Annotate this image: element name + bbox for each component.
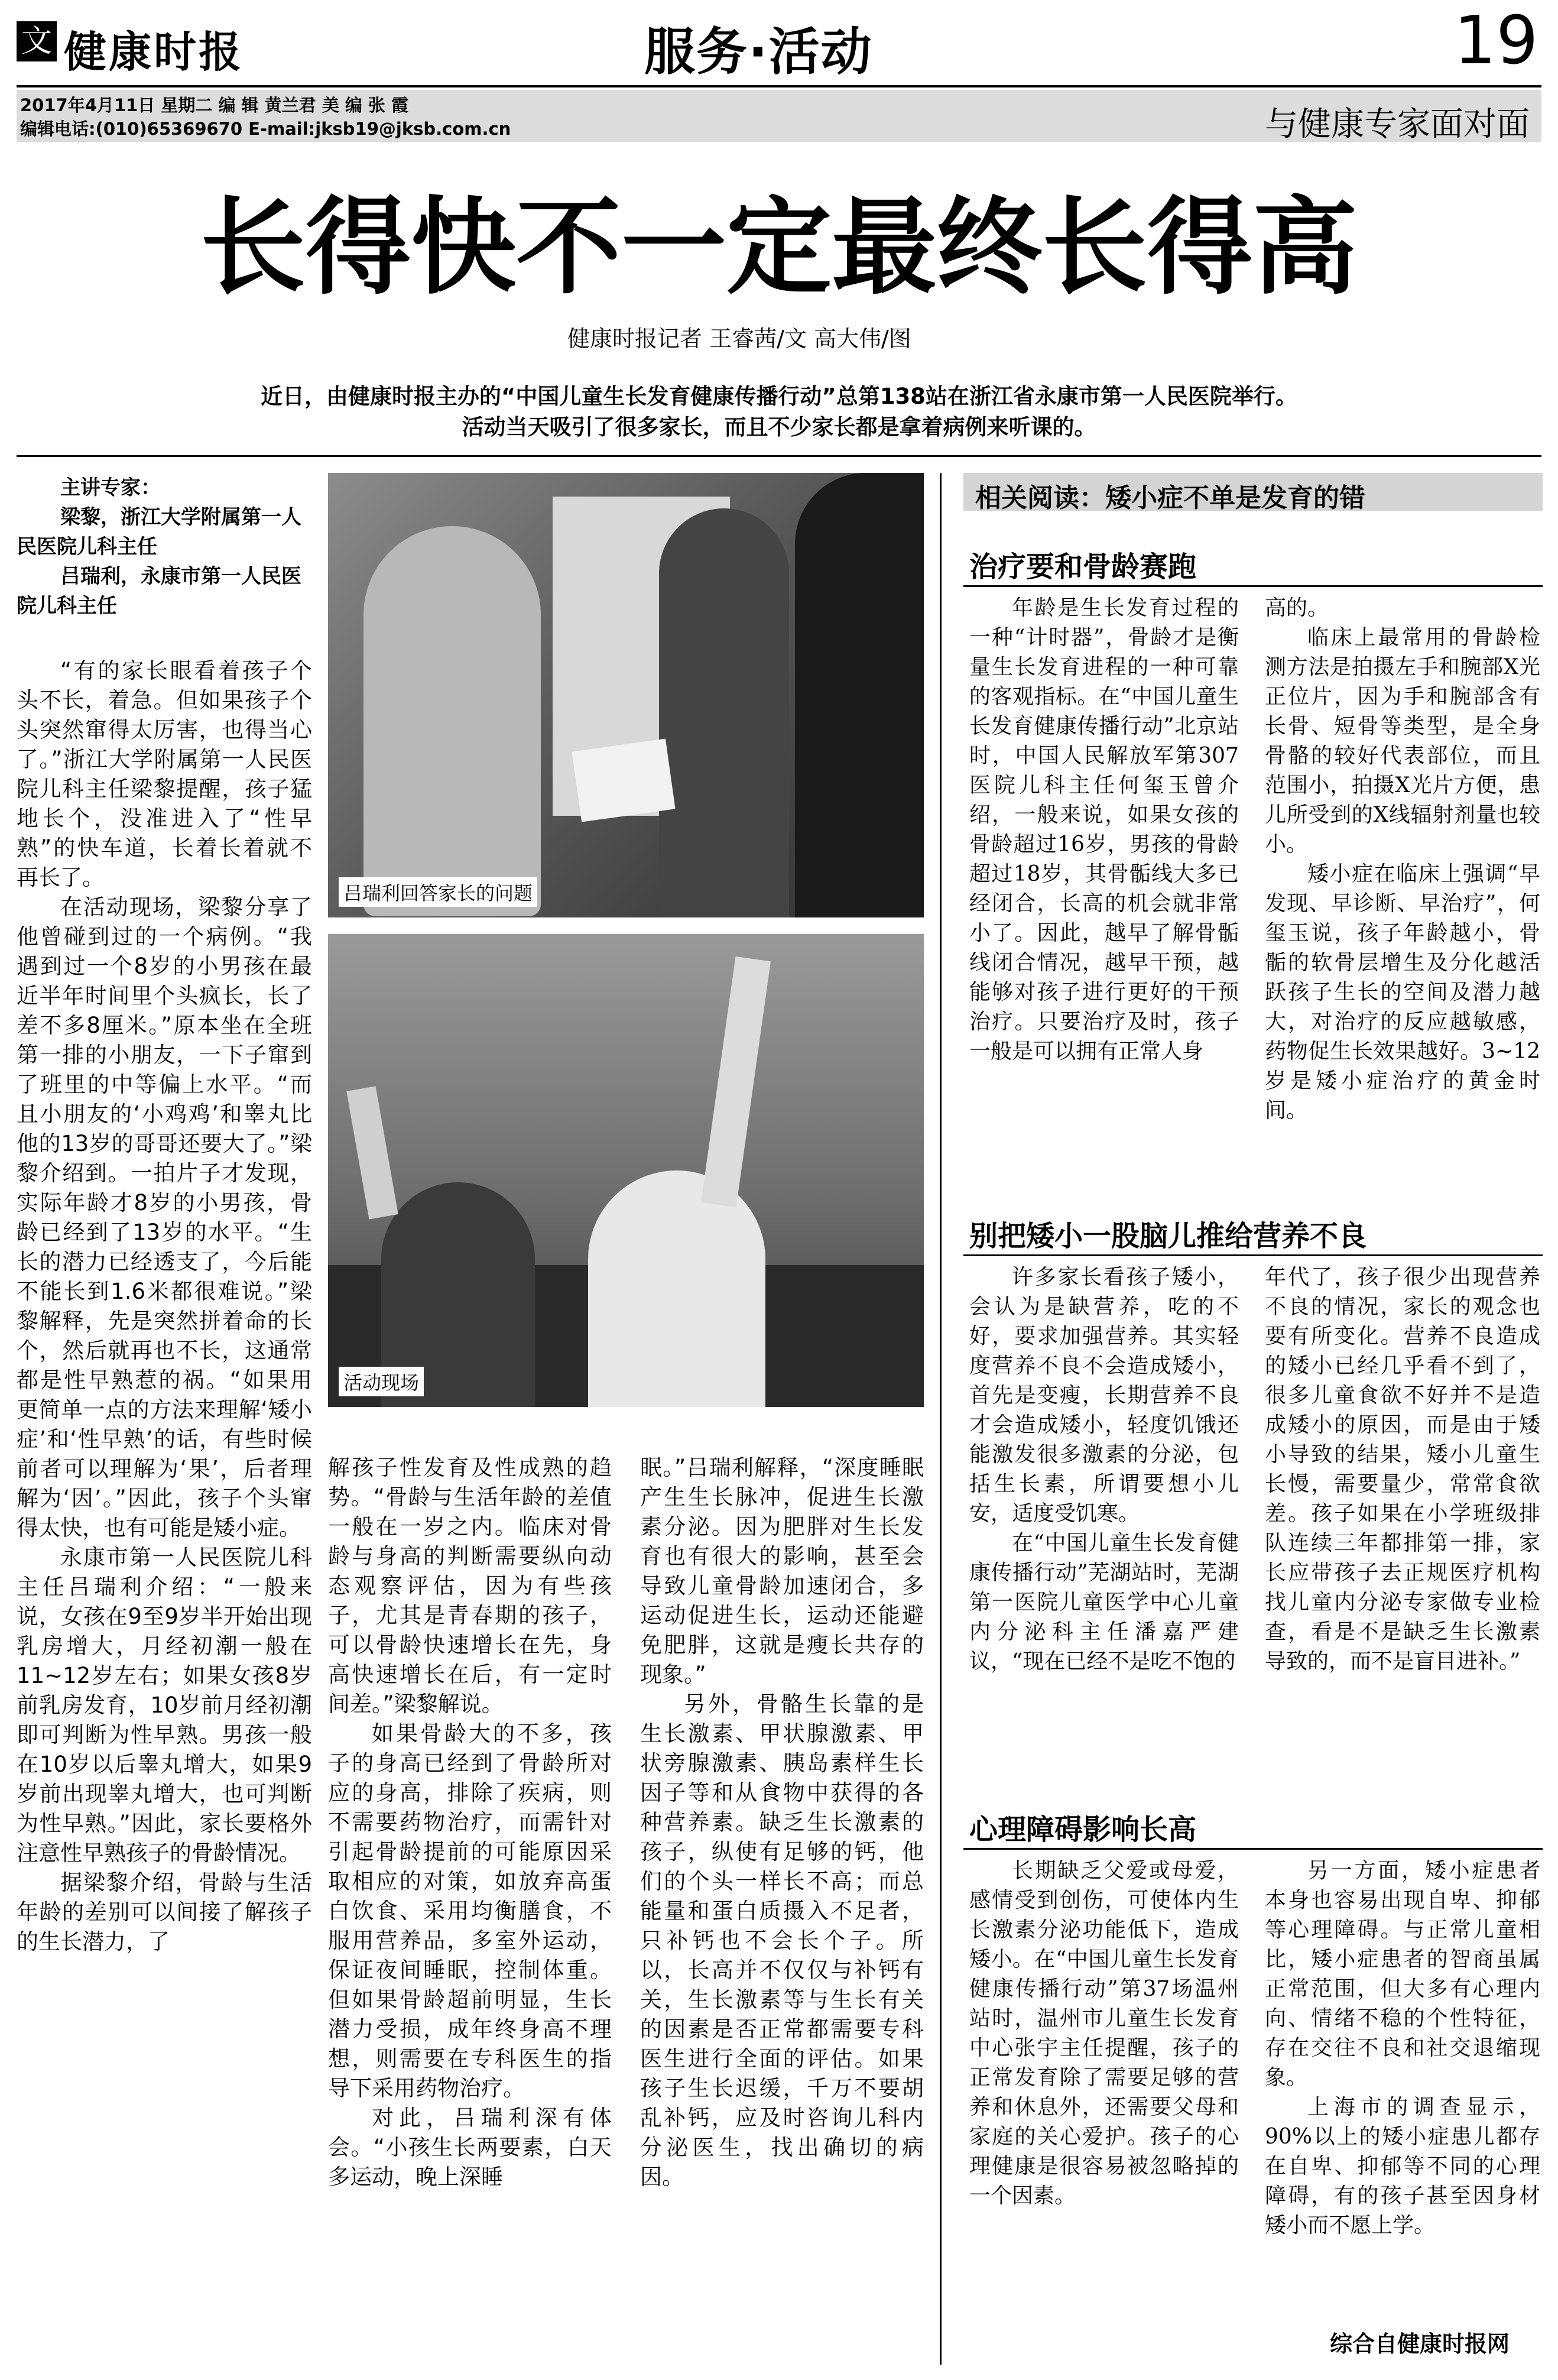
paragraph: 如果骨龄大的不多，孩子的身高已经到了骨龄所对应的身高，排除了疾病，则不需要药物治疗，而需针对引起骨龄提前的可能原因采取相应的对策，如放弃高蛋白饮食、采用均衡膳食，不服用营养品，多室外运动，保证夜间睡眠，控制体重。但如果骨龄超前明显，生长潜力受损，成年终身高不理想，则需要在专科医生的指导下采用药物治疗。 [328, 1721, 612, 2101]
raised-arm [701, 956, 771, 1207]
paper-sheet [572, 738, 675, 822]
section-rule [963, 1848, 1543, 1850]
experts-title: 主讲专家： [60, 476, 161, 500]
lead-line-1: 近日，由健康时报主办的“中国儿童生长发育健康传播行动”总第138站在浙江省永康市第一人民医院举行。 [261, 384, 1297, 409]
sidebar-column [969, 594, 1239, 1197]
photo-event-scene [328, 934, 924, 1407]
sidebar-column [1265, 1263, 1540, 1807]
raised-arm [346, 1086, 398, 1219]
sidebar-section-title: 别把矮小一股脑儿推给营养不良 [969, 1220, 1367, 1253]
sidebar-divider [940, 473, 942, 2365]
sidebar-column [969, 1856, 1239, 2353]
byline: 健康时报记者 王睿茜/文 高大伟/图 [567, 326, 911, 352]
headline: 长得快不一定最终长得高 [200, 185, 1358, 309]
sidebar-section-title: 治疗要和骨龄赛跑 [969, 550, 1197, 583]
paragraph: 上海市的调查显示，90%以上的矮小症患儿都存在自卑、抑郁等不同的心理障碍，有的孩子甚至因身材矮小而不愿上学。 [1265, 2095, 1540, 2238]
paragraph: 矮小症在临床上强调“早发现、早诊断、早治疗”，何玺玉说，孩子年龄越小，骨骺的软骨层增生及分化越活跃孩子生长的空间及潜力越大，对治疗的反应越敏感，药物促生长效果越好。3~12岁是矮小症治疗的黄金时间。 [1265, 862, 1540, 1123]
paragraph: 长期缺乏父爱或母爱，感情受到创伤，可使体内生长激素分泌功能低下，造成矮小。在“中国儿童生长发育健康传播行动”第37场温州站时，温州市儿童生长发育中心张宇主任提醒，孩子的正常发育除了需要足够的营养和休息外，还需要父母和家庭的关心爱护。孩子的心理健康是很容易被忽略掉的一个因素。 [969, 1859, 1239, 2208]
section-title: 服务·活动 [644, 22, 873, 82]
sidebar-title: 相关阅读：矮小症不单是发育的错 [975, 483, 1365, 513]
article-column-2 [328, 1453, 612, 2363]
column-name: 与健康专家面对面 [1265, 105, 1530, 144]
photo-caption: 吕瑞利回答家长的问题 [339, 877, 537, 907]
paragraph: 在活动现场，梁黎分享了他曾碰到过的一个病例。“我遇到过一个8岁的小男孩在最近半年时间里个头疯长，长了差不多8厘米。”原本坐在全班第一排的小朋友，一下子窜到了班里的中等偏上水平。“而且小朋友的‘小鸡鸡’和睾丸比他的13岁的哥哥还要大了。”梁黎介绍到。一拍片子才发现，实际年龄才8岁的小男孩，骨龄已经到了13岁的水平。“生长的潜力已经透支了，今后能不能长到1.6米都很难说。”梁黎解释，先是突然拼着命的长个，然后就再也不长，这通常都是性早熟惹的祸。“如果用更简单一点的方法来理解‘矮小症’和‘性早熟’的话，有些时候前者可以理解为‘果’，后者理解为‘因’。”因此，孩子个头窜得太快，也有可能是矮小症。 [17, 894, 312, 1541]
photo-caption: 活动现场 [339, 1367, 424, 1396]
section-rule [963, 585, 1543, 587]
paragraph: 另外，骨骼生长靠的是生长激素、甲状腺激素、甲状旁腺激素、胰岛素样生长因子等和从食物中获得的各种营养素。缺乏生长激素的孩子，纵使有足够的钙，他们的个头一样长不高；而总能量和蛋白质摄入不足者，只补钙也不会长个子。所以，长高并不仅仅与补钙有关，生长激素等与生长有关的因素是否正常都需要专科医生进行全面的评估。如果孩子生长迟缓，千万不要胡乱补钙，应及时咨询儿科内分泌医生，找出确切的病因。 [640, 1691, 924, 2190]
masthead-rule [17, 85, 1541, 87]
person-silhouette [659, 508, 789, 917]
sidebar-column [1265, 594, 1540, 1197]
logo-seal: 文 [17, 21, 57, 61]
sidebar-column [1265, 1856, 1540, 2317]
source-credit: 综合自健康时报网 [1330, 2331, 1510, 2357]
photo-doctor-answering [328, 473, 924, 917]
paragraph: 高的。 [1265, 596, 1329, 620]
experts-box [17, 473, 312, 621]
sidebar-column [969, 1263, 1239, 1807]
article-column-1 [17, 656, 312, 2359]
sidebar-section-title: 心理障碍影响长高 [969, 1813, 1197, 1846]
paragraph: 对此，吕瑞利深有体会。“小孩生长两要素，白天多运动，晚上深睡 [328, 2105, 612, 2190]
lead-rule [17, 455, 1541, 457]
lead-line-2: 活动当天吸引了很多家长，而且不少家长都是拿着病例来听课的。 [462, 414, 1096, 440]
paragraph: 另一方面，矮小症患者本身也容易出现自卑、抑郁等心理障碍。与正常儿童相比，矮小症患者的智商虽属正常范围，但大多有心理内向、情绪不稳的个性特征，存在交往不良和社交退缩现象。 [1265, 1859, 1540, 2090]
paragraph: “有的家长眼看着孩子个头不长，着急。但如果孩子个头突然窜得太厉害，也得当心了。”浙江大学附属第一人民医院儿科主任梁黎提醒，孩子猛地长个，没准进入了“性早熟”的快车道，长着长着就不再长了。 [17, 658, 312, 890]
date-line: 2017年4月11日 星期二 编 辑 黄兰君 美 编 张 霞 [20, 95, 409, 115]
expert-1: 梁黎，浙江大学附属第一人民医院儿科主任 [17, 505, 301, 559]
newspaper-name: 健康时报 [64, 27, 244, 77]
paragraph: 年龄是生长发育过程的一种“计时器”，骨龄才是衡量生长发育进程的一种可靠的客观指标。在“中国儿童生长发育健康传播行动”北京站时，中国人民解放军第307医院儿科主任何玺玉曾介绍，一般来说，如果女孩的骨龄超过16岁，男孩的骨龄超过18岁，其骨骺线大多已经闭合，长高的机会就非常小了。因此，越早了解骨骺线闭合情况，越早干预，越能够对孩子进行更好的干预治疗。只要治疗及时，孩子一般是可以拥有正常人身 [969, 596, 1239, 1063]
paragraph: 许多家长看孩子矮小，会认为是缺营养，吃的不好，要求加强营养。其实轻度营养不良不会造成矮小，首先是变瘦，长期营养不良才会造成矮小，轻度饥饿还能激发很多激素的分泌，包括生长素，所谓要想小儿安，适度受饥寒。 [969, 1265, 1239, 1526]
paragraph: 在“中国儿童生长发育健康传播行动”芜湖站时，芜湖第一医院儿童医学中心儿童内分泌科主任潘嘉严建议，“现在已经不是吃不饱的 [969, 1531, 1239, 1674]
page-number: 19 [1454, 2, 1538, 79]
article-column-3 [640, 1453, 924, 2363]
expert-2: 吕瑞利，永康市第一人民医院儿科主任 [17, 565, 301, 618]
paragraph: 眠。”吕瑞利解释，“深度睡眠产生生长脉冲，促进生长激素分泌。因为肥胖对生长发育也有很大的影响，甚至会导致儿童骨龄加速闭合，多运动促进生长，运动还能避免肥胖，这就是瘦长共存的现象。” [640, 1455, 924, 1687]
masthead-logo [17, 18, 253, 77]
paragraph: 年代了，孩子很少出现营养不良的情况，家长的观念也要有所变化。营养不良造成的矮小已经几乎看不到了，很多儿童食欲不好并不是造成矮小的原因，而是由于矮小导致的结果，矮小儿童生长慢，需要量少，常常食欲差。孩子如果在小学班级排队连续三年都排第一排，家长应带孩子去正规医疗机构找儿童内分泌专家做专业检查，看是不是缺乏生长激素导致的，而不是盲目进补。” [1265, 1265, 1540, 1674]
contact-line: 编辑电话:(010)65369670 E-mail:jksb19@jksb.com.cn [20, 119, 511, 139]
person-silhouette [363, 526, 541, 916]
section-rule [963, 1254, 1543, 1256]
child-silhouette [588, 1170, 765, 1407]
paragraph: 临床上最常用的骨龄检测方法是拍摄左手和腕部X光正位片，因为手和腕部含有长骨、短骨等类型，是全身骨骼的较好代表部位，而且范围小，拍摄X光片方便，患儿所受到的X线辐射剂量也较小。 [1265, 625, 1540, 857]
paragraph: 永康市第一人民医院儿科主任吕瑞利介绍：“一般来说，女孩在9至9岁半开始出现乳房增大，月经初潮一般在11~12岁左右；如果女孩8岁前乳房发育，10岁前月经初潮即可判断为性早熟。男孩一般在10岁以后睾丸增大，如果9岁前出现睾丸增大，也可判断为性早熟。”因此，家长要格外注意性早熟孩子的骨龄情况。 [17, 1545, 312, 1866]
paragraph: 据梁黎介绍，骨龄与生活年龄的差别可以间接了解孩子的生长潜力，了 [17, 1870, 312, 1954]
paragraph: 解孩子性发育及性成熟的趋势。“骨龄与生活年龄的差值一般在一岁之内。临床对骨龄与身高的判断需要纵向动态观察评估，因为有些孩子，尤其是青春期的孩子，可以骨龄快速增长在先，身高快速增长在后，有一定时间差。”梁黎解说。 [328, 1455, 612, 1717]
person-silhouette [795, 473, 924, 917]
